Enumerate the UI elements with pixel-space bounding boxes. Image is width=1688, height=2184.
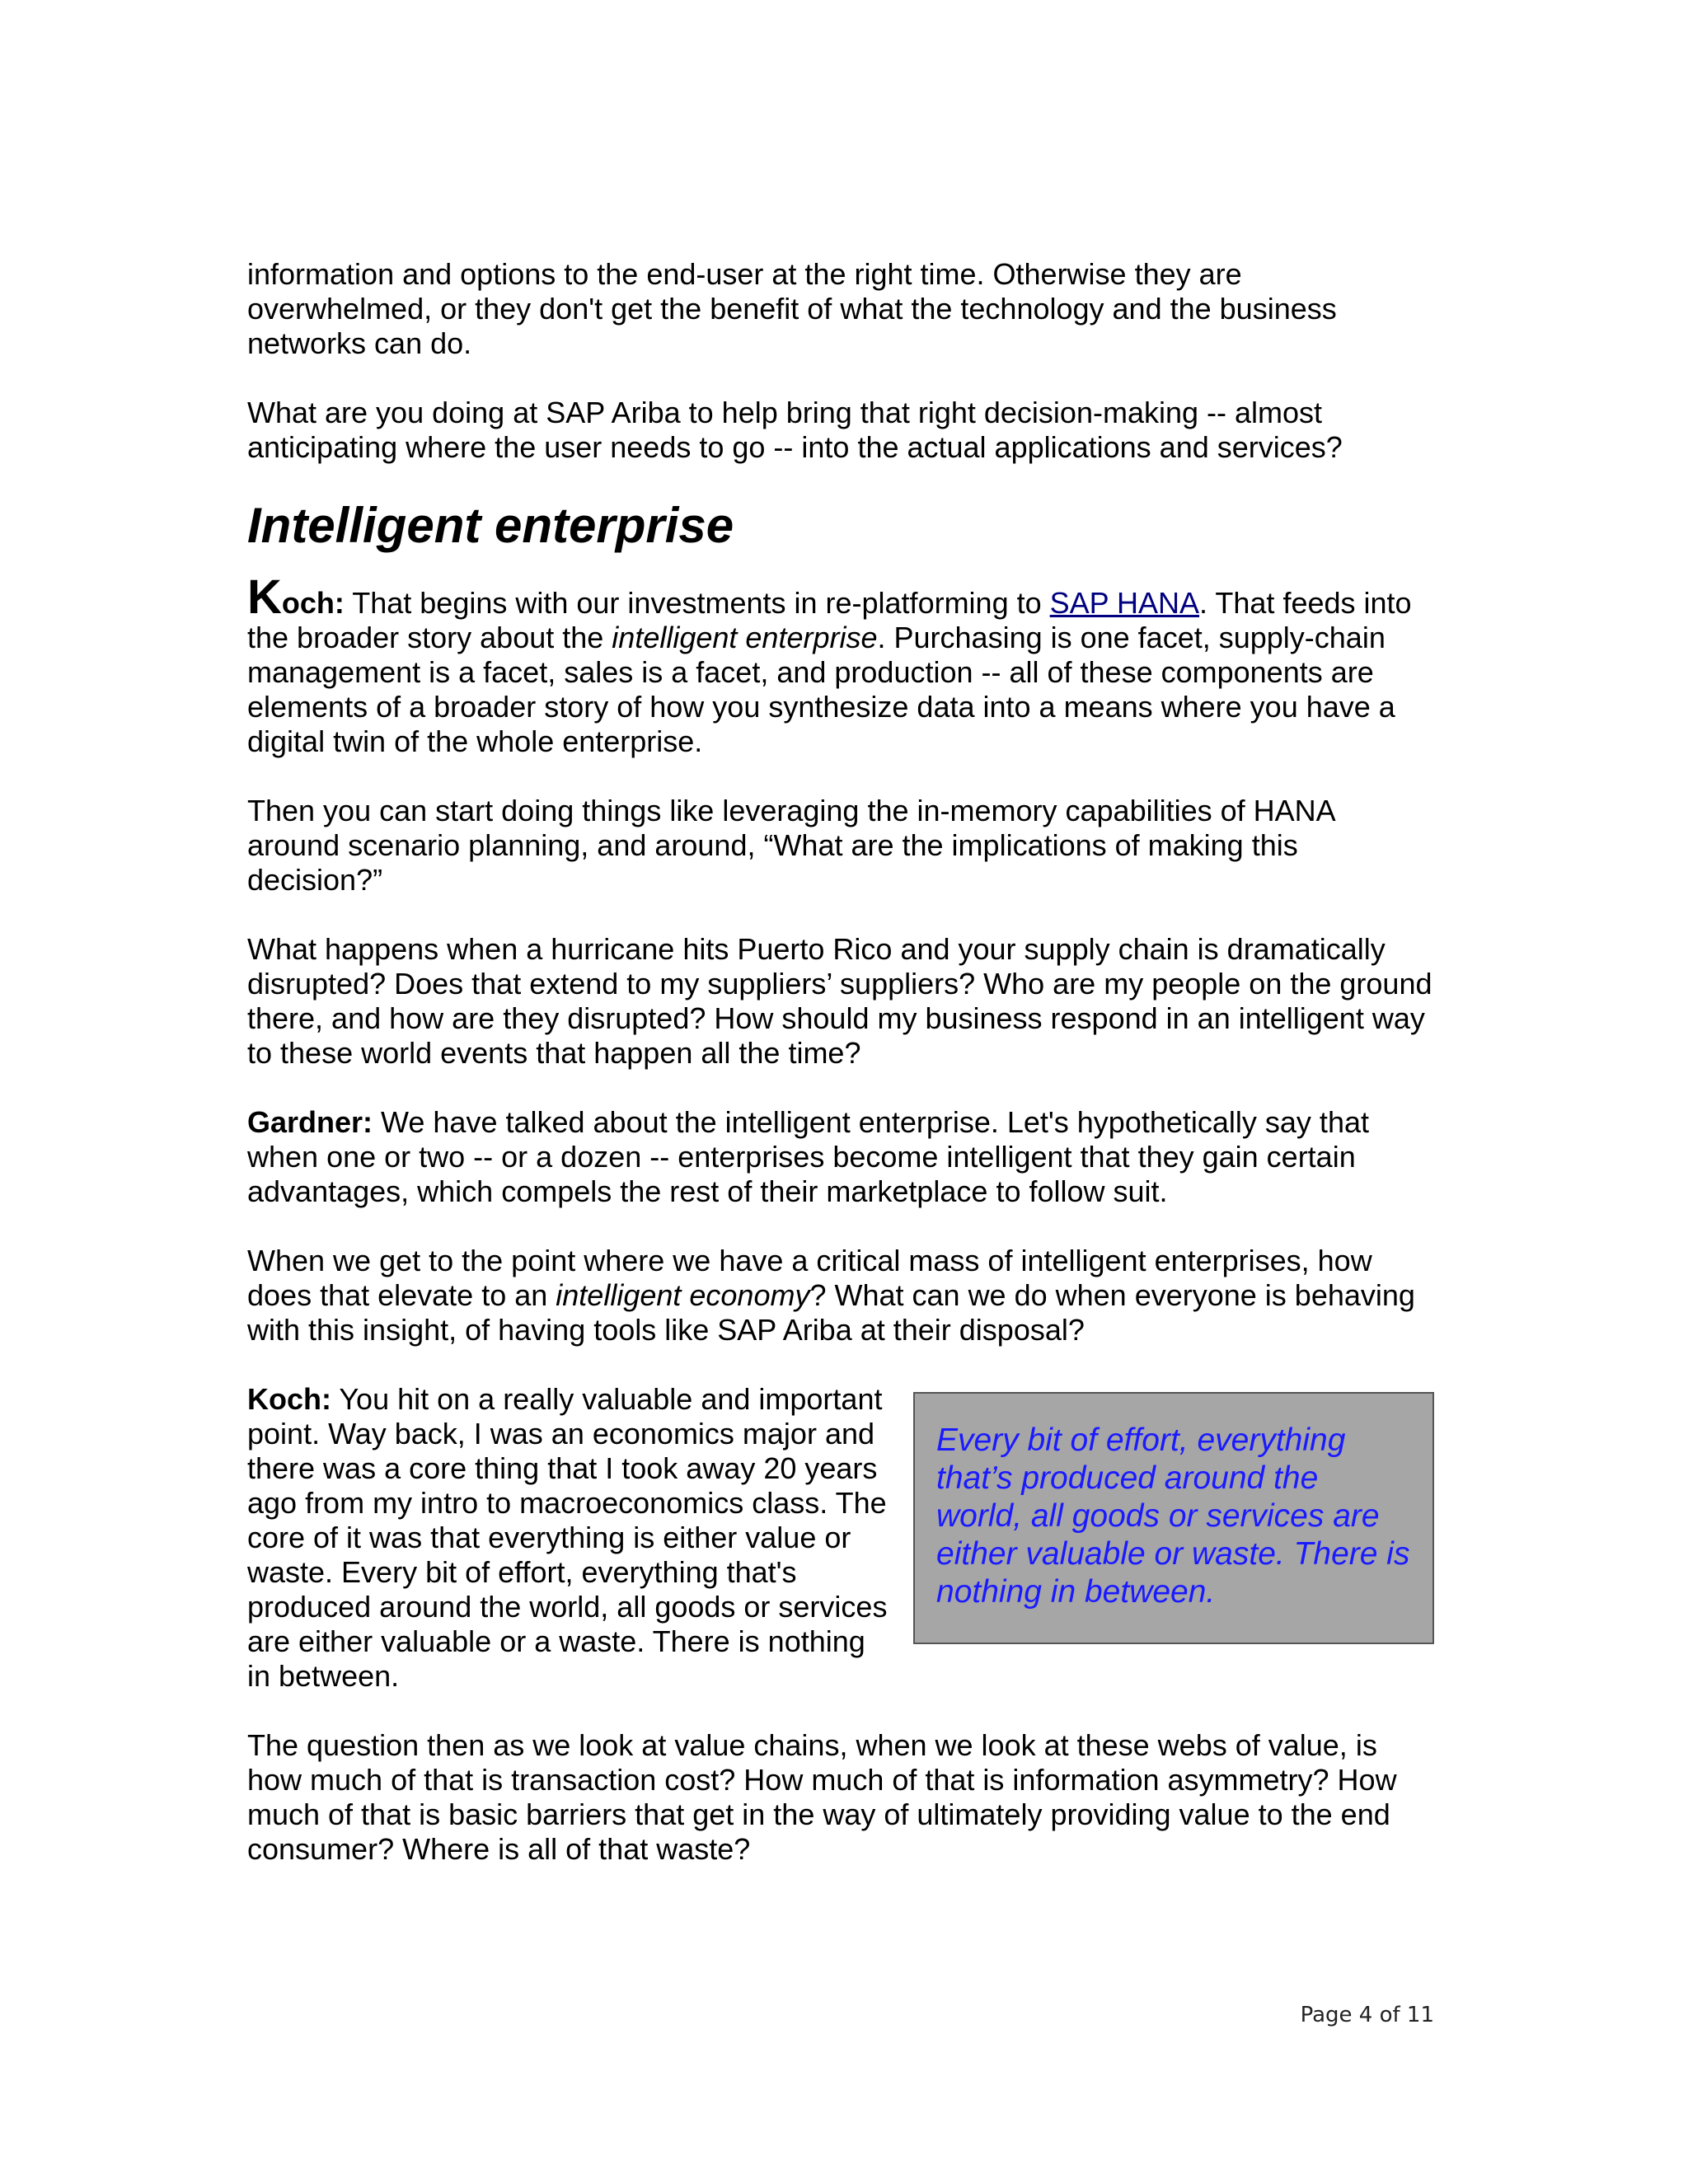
speaker-label-gardner: Gardner:	[247, 1105, 373, 1139]
paragraph-question-decision-making: What are you doing at SAP Ariba to help bring that right decision-making -- almost anticipating where the user needs to go -- into the actual applications and services?	[247, 396, 1343, 464]
text-run: We have talked about the intelligent enterprise. Let's hypothetically say that when one or two -- or a dozen -- enterprises become intelligent that they gain certain advantages, which compels the rest of their marketplace to follow suit.	[247, 1105, 1369, 1208]
text-run: . Purchasing is one facet, supply-chain management is a facet, sales is a facet, and production -- all of these components are elements of a broader story of how you synthesize data into a means where you have a digital twin of the whole enterprise.	[247, 621, 1395, 758]
text-run: . That feeds into the broader story about the	[247, 586, 1412, 654]
text-run: ? What can we do when everyone is behaving with this insight, of having tools like SAP Ariba at their disposal?	[247, 1278, 1415, 1347]
text-run: You hit on a really valuable and important point. Way back, I was an economics major and there was a core thing that I took away 20 years ago from my intro to macroeconomics class. The core of it was that everything is either value or waste. Every bit of effort, everything that's produced around the world, all goods or services are either valuable or a waste. There is nothing in between.	[247, 1382, 888, 1693]
dropcap-letter: K	[247, 570, 282, 624]
page-number: Page 4 of 11	[1300, 2003, 1434, 2027]
paragraph-intelligent-economy	[247, 1244, 1434, 1347]
speaker-label-koch: Koch:	[247, 1382, 331, 1416]
paragraph-hurricane-example: What happens when a hurricane hits Puerto Rico and your supply chain is dramatically disrupted? Does that extend to my suppliers’ suppliers? Who are my people on the ground there, and how are they disrupted? How should my business respond in an intelligent way to these world events that happen all the time?	[247, 932, 1432, 1070]
section-heading: Intelligent enterprise	[247, 498, 734, 553]
text-run: When we get to the point where we have a critical mass of intelligent enterprises, how does that elevate to an	[247, 1244, 1372, 1312]
paragraph-value-chains: The question then as we look at value chains, when we look at these webs of value, is how much of that is transaction cost? How much of that is information asymmetry? How much of that is basic barriers that get in the way of ultimately providing value to the end consumer? Where is all of that waste?	[247, 1728, 1397, 1866]
emphasis-intelligent-enterprise: intelligent enterprise	[612, 621, 878, 654]
speaker-label-koch: och:	[281, 586, 345, 620]
sap-hana-link[interactable]: SAP HANA	[1049, 586, 1200, 620]
paragraph-scenario-planning: Then you can start doing things like leveraging the in-memory capabilities of HANA around scenario planning, and around, “What are the implications of making this decision?”	[247, 794, 1334, 897]
pull-quote-box: Every bit of effort, everything that’s produced around the world, all goods or services are either valuable or waste. There is nothing in between.	[913, 1392, 1434, 1644]
paragraph-koch-answer	[247, 570, 1434, 759]
document-body	[247, 257, 1434, 1901]
emphasis-intelligent-economy: intelligent economy	[556, 1278, 810, 1312]
paragraph-intro-continuation: information and options to the end-user at the right time. Otherwise they are overwhelmed, or they don't get the benefit of what the technology and the business networks can do.	[247, 257, 1337, 360]
text-run: That begins with our investments in re-platforming to	[344, 586, 1050, 620]
paragraph-gardner-question	[247, 1105, 1434, 1209]
